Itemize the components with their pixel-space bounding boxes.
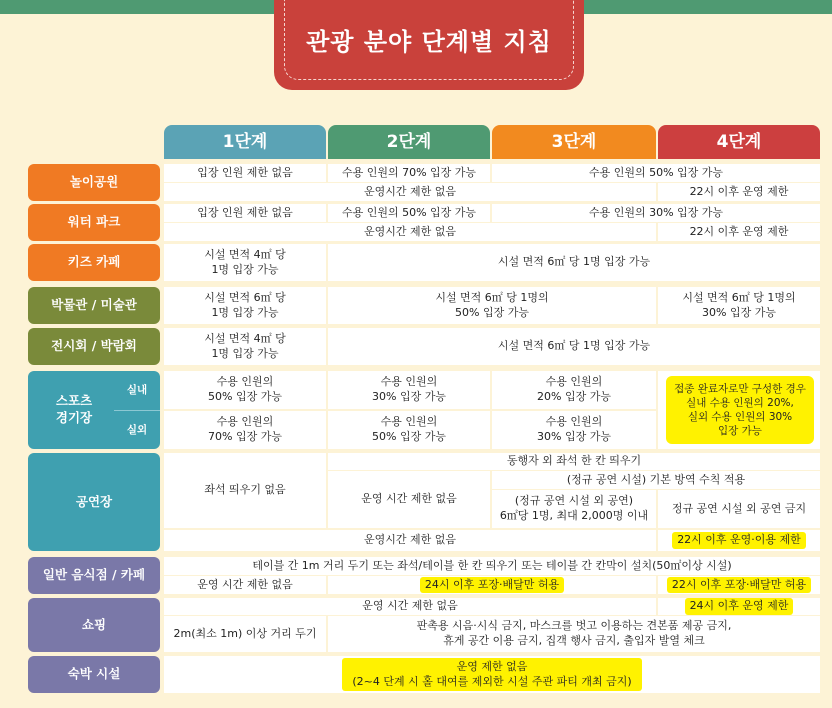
water-stage34: 수용 인원의 30% 입장 가능 [492, 204, 820, 222]
stage-3-header: 3단계 [492, 125, 656, 159]
museum-stage4: 시설 면적 6㎡ 당 1명의 30% 입장 가능 [658, 287, 820, 324]
performance-stage4-hours-cell [658, 530, 820, 551]
exhibit-stage1: 시설 면적 4㎡ 당 1명 입장 가능 [164, 328, 326, 365]
row-label-indoor: 실내 [126, 383, 148, 396]
stage-2-header: 2단계 [328, 125, 490, 159]
performance-stage1: 좌석 띄우기 없음 [164, 453, 326, 528]
kids-stage234: 시설 면적 6㎡ 당 1명 입장 가능 [328, 244, 820, 281]
performance-seat-rule: 동행자 외 좌석 한 칸 띄우기 [328, 453, 820, 470]
restaurant-stage4: 22시 이후 포장·배달만 허용 [667, 577, 811, 594]
water-stage1: 입장 인원 제한 없음 [164, 204, 326, 222]
restaurant-stage23-cell [328, 576, 656, 594]
water-stage2: 수용 인원의 50% 입장 가능 [328, 204, 490, 222]
amusement-stage2: 수용 인원의 70% 입장 가능 [328, 164, 490, 182]
row-label-amusement: 놀이공원 [28, 164, 160, 201]
page-title: 관광 분야 단계별 지침 [284, 0, 574, 80]
restaurant-all: 테이블 간 1m 거리 두기 또는 좌석/테이블 한 칸 띄우기 또는 테이블 간 칸막이 설치(50㎡이상 시설) [164, 557, 820, 575]
shopping-stage234: 판촉용 시음·시식 금지, 마스크를 벗고 이용하는 견본품 제공 금지, 휴게 공간 이용 금지, 집객 행사 금지, 출입자 발열 체크 [328, 616, 820, 652]
row-label-restaurant: 일반 음식점 / 카페 [28, 557, 160, 594]
restaurant-stage4-cell [658, 576, 820, 594]
performance-hours-stage23: 운영 시간 제한 없음 [328, 471, 490, 528]
sports-outdoor-stage1: 수용 인원의 70% 입장 가능 [164, 411, 326, 449]
shopping-stage1: 2m(최소 1m) 이상 거리 두기 [164, 616, 326, 652]
museum-stage23: 시설 면적 6㎡ 당 1명의 50% 입장 가능 [328, 287, 656, 324]
performance-stage4: 정규 공연 시설 외 공연 금지 [658, 490, 820, 528]
lodging-row [164, 656, 820, 693]
amusement-hours: 운영시간 제한 없음 [164, 183, 656, 201]
museum-stage1: 시설 면적 6㎡ 당 1명 입장 가능 [164, 287, 326, 324]
exhibit-stage234: 시설 면적 6㎡ 당 1명 입장 가능 [328, 328, 820, 365]
amusement-stage4-hours: 22시 이후 운영 제한 [658, 183, 820, 201]
water-stage4-hours: 22시 이후 운영 제한 [658, 223, 820, 241]
row-label-exhibition: 전시회 / 박람회 [28, 328, 160, 365]
kids-stage1: 시설 면적 4㎡ 당 1명 입장 가능 [164, 244, 326, 281]
sports-outdoor-stage3: 수용 인원의 30% 입장 가능 [492, 411, 656, 449]
restaurant-stage1: 운영 시간 제한 없음 [164, 576, 326, 594]
sports-outdoor-stage2: 수용 인원의 50% 입장 가능 [328, 411, 490, 449]
sports-indoor-stage1: 수용 인원의 50% 입장 가능 [164, 371, 326, 409]
sports-indoor-stage2: 수용 인원의 30% 입장 가능 [328, 371, 490, 409]
performance-stage4-hours: 22시 이후 운영·이용 제한 [672, 532, 806, 549]
row-label-outdoor: 실외 [126, 423, 148, 436]
restaurant-stage23: 24시 이후 포장·배달만 허용 [420, 577, 564, 594]
shopping-hours: 운영 시간 제한 없음 [164, 598, 656, 615]
row-label-kids-cafe: 키즈 카페 [28, 244, 160, 281]
amusement-stage34: 수용 인원의 50% 입장 가능 [492, 164, 820, 182]
sports-indoor-stage3: 수용 인원의 20% 입장 가능 [492, 371, 656, 409]
performance-regular: (정규 공연 시설) 기본 방역 수칙 적용 [492, 471, 820, 489]
row-label-water-park: 워터 파크 [28, 204, 160, 241]
row-label-shopping: 쇼핑 [28, 598, 160, 652]
stage-4-header: 4단계 [658, 125, 820, 159]
shopping-stage4-hours: 24시 이후 운영 제한 [685, 598, 794, 615]
sports-stage4: 접종 완료자로만 구성한 경우 실내 수용 인원의 20%, 실외 수용 인원의 30% 입장 가능 [666, 376, 814, 444]
lodging-all: 운영 제한 없음 (2~4 단계 시 홀 대여를 제외한 시설 주관 파티 개최 금지) [342, 658, 641, 692]
row-label-lodging: 숙박 시설 [28, 656, 160, 693]
row-label-museum: 박물관 / 미술관 [28, 287, 160, 324]
performance-hours: 운영시간 제한 없음 [164, 530, 656, 551]
amusement-stage1: 입장 인원 제한 없음 [164, 164, 326, 182]
row-label-performance: 공연장 [28, 453, 160, 551]
shopping-stage4-hours-cell [658, 598, 820, 615]
water-hours: 운영시간 제한 없음 [164, 223, 656, 241]
performance-stage3: (정규 공연 시설 외 공연) 6㎡당 1명, 최대 2,000명 이내 [492, 490, 656, 528]
row-label-sports: 스포츠 경기장 [55, 393, 93, 425]
stage-1-header: 1단계 [164, 125, 326, 159]
